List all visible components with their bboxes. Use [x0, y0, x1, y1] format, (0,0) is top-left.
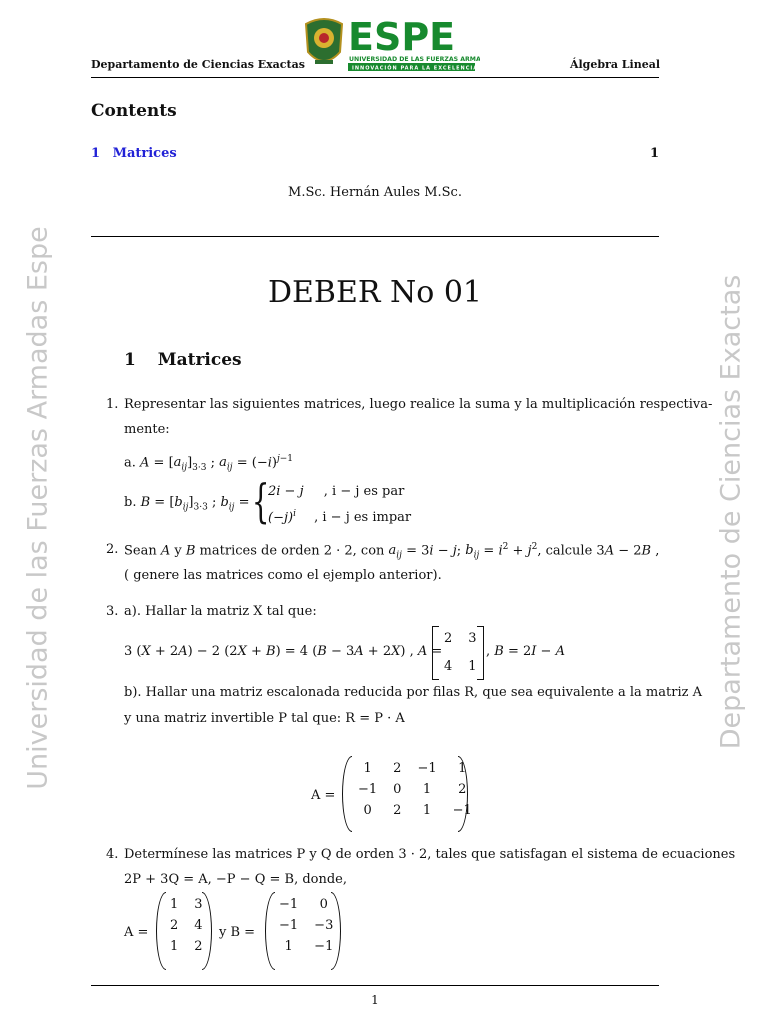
toc-entry-number[interactable]: 1 — [91, 146, 101, 161]
matrix-a-paren: 1 2 −1 1 −1 0 1 2 0 2 1 −1 — [342, 756, 468, 832]
problem-item-a: a. $A = [a_{ij}]_{3\cdot 3}$ ; $a_{ij} = (-i)^{j-1}$ — [124, 454, 294, 473]
problem-text: Determínese las matrices P y Q de orden 3 · 2, tales que satisfagan el sistema de ecuaciones — [124, 847, 736, 862]
case-row-2: $(-j)^i$ , i − j es impar — [268, 509, 412, 526]
document-title: DEBER No 01 — [267, 275, 483, 310]
problem-number: 4. — [106, 847, 119, 862]
problem-text: a). Hallar la matriz X tal que: — [124, 604, 317, 619]
matrix-label: A = — [311, 788, 336, 803]
separator-rule — [91, 236, 659, 237]
case-brace: { — [251, 474, 270, 528]
item-label: a. — [124, 455, 136, 471]
toc-entry-label[interactable]: Matrices — [112, 146, 177, 161]
author: M.Sc. Hernán Aules M.Sc. — [288, 185, 462, 200]
problem-number: 1. — [106, 397, 119, 412]
matrix-label: y B = — [219, 925, 256, 940]
footer-rule — [91, 985, 659, 986]
logo-text: ESPE — [348, 15, 456, 59]
problem-text: ( genere las matrices como el ejemplo anterior). — [124, 568, 442, 583]
problem-number: 3. — [106, 604, 119, 619]
page-number: 1 — [371, 993, 379, 1007]
espe-logo — [300, 14, 480, 76]
matrix-label: A = — [124, 925, 149, 940]
header-rule — [91, 77, 659, 78]
matrix-A: 1 3 2 4 1 2 — [156, 892, 212, 970]
watermark-department: Departamento de Ciencias Exactas — [715, 274, 747, 750]
watermark-university: Universidad de las Fuerzas Armadas Espe — [22, 226, 54, 790]
matrix-a-bracket: 2 3 4 1 — [432, 626, 484, 680]
problem-number: 2. — [106, 542, 119, 557]
section-label: Matrices — [157, 350, 242, 370]
problem-text: Sean A y B matrices de orden 2 · 2, con $a_{ij} = 3i - j$; $b_{ij} = i^2 + j^2$, calcule 3A − 2B , — [124, 542, 660, 561]
problem-text: mente: — [124, 422, 170, 437]
problem-item-b: b. $B = [b_{ij}]_{3\cdot 3}$ ; $b_{ij}$ = — [124, 495, 250, 513]
equation-tail: , B = 2I − A — [486, 644, 565, 659]
logo-subtitle: UNIVERSIDAD DE LAS FUERZAS ARMA — [349, 56, 480, 63]
equation: 3 (X + 2A) − 2 (2X + B) = 4 (B − 3A + 2X) , A = — [124, 644, 443, 659]
problem-text: 2P + 3Q = A, −P − Q = B, donde, — [124, 872, 348, 887]
toc-entry-page: 1 — [649, 146, 659, 161]
matrix-B: −1 0 −1 −3 1 −1 — [265, 892, 341, 970]
problem-text: y una matriz invertible P tal que: R = P · A — [124, 711, 405, 726]
item-label: b. — [124, 495, 137, 510]
header-department: Departamento de Ciencias Exactas — [91, 58, 305, 71]
toc-entry[interactable] — [91, 146, 659, 161]
case-row-1: 2i − j , i − j es par — [268, 484, 405, 499]
section-heading — [124, 350, 242, 370]
section-number: 1 — [124, 350, 136, 370]
contents-heading: Contents — [91, 101, 177, 121]
logo-tagline: INNOVACIÓN PARA LA EXCELENCIA — [352, 65, 479, 72]
header-course: Álgebra Lineal — [569, 58, 660, 71]
problem-text: Representar las siguientes matrices, luego realice la suma y la multiplicación respectiva- — [124, 397, 713, 412]
problem-text: b). Hallar una matriz escalonada reducida por filas R, que sea equivalente a la matriz A — [124, 685, 702, 700]
